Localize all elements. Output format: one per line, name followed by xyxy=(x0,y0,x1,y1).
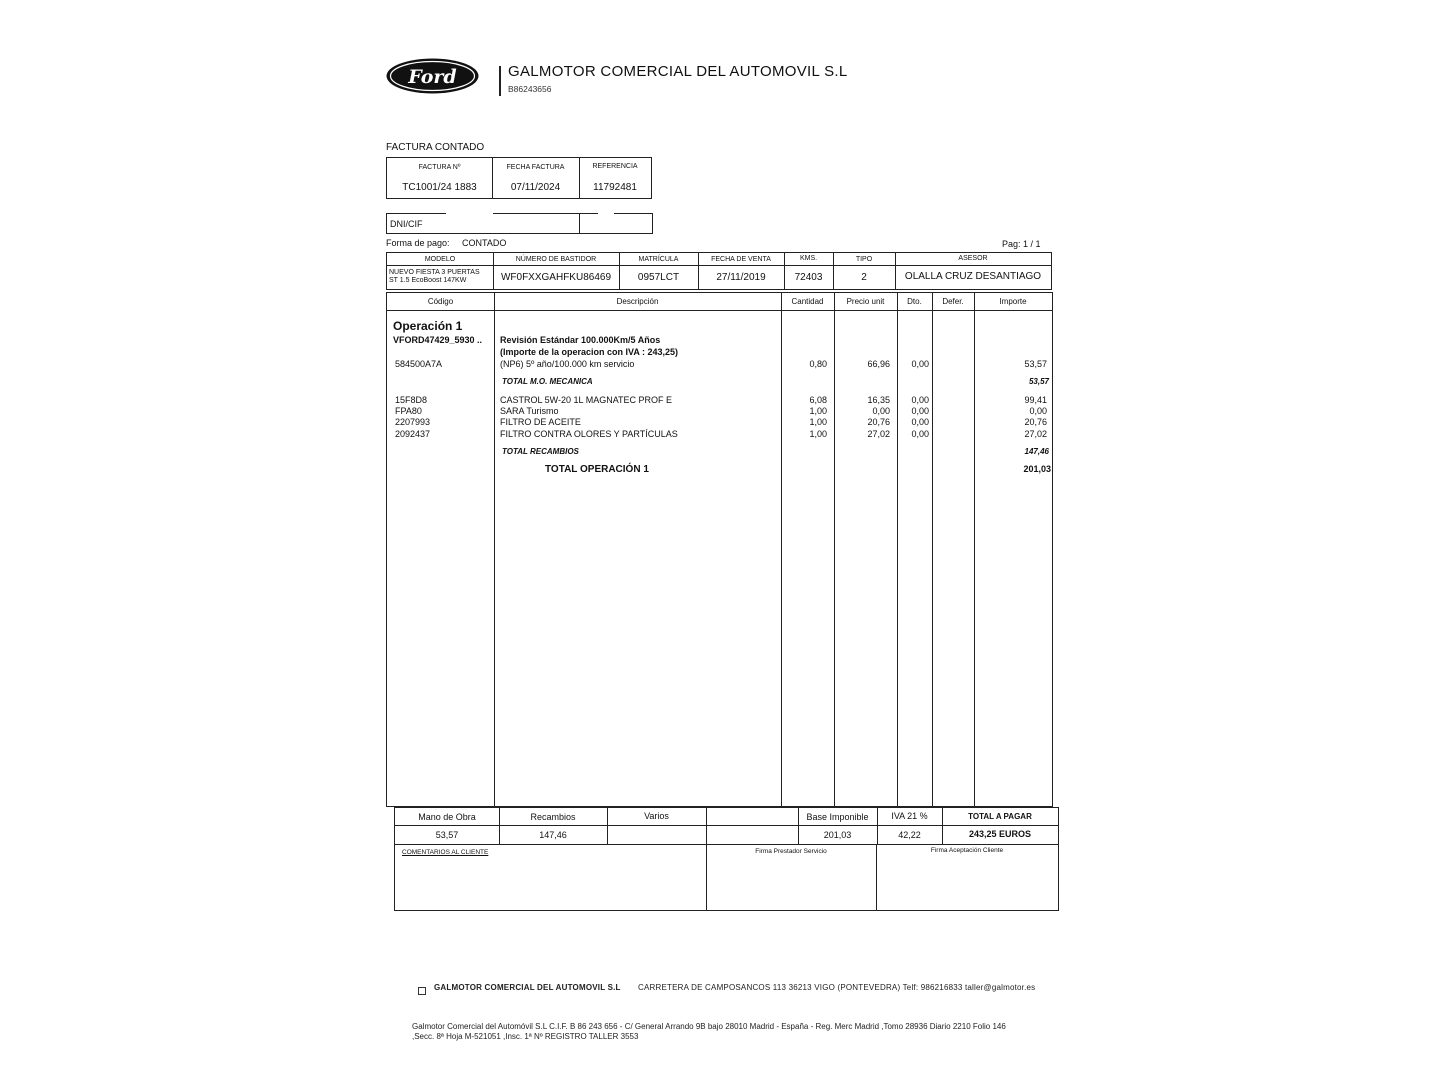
total-labour-label: TOTAL M.O. MECANICA xyxy=(502,377,593,386)
footer-address: CARRETERA DE CAMPOSANCOS 113 36213 VIGO (PONTEVEDRA) Telf: 986216833 taller@galmotor.es xyxy=(638,983,1036,992)
plate-value: 0957LCT xyxy=(637,272,680,283)
row-unit-price: 0,00 xyxy=(872,406,890,416)
code-header: Código xyxy=(427,297,454,306)
invoice-box xyxy=(386,157,652,199)
row-unit-price: 27,02 xyxy=(867,429,890,439)
total-operation-value: 201,03 xyxy=(1023,464,1051,474)
invoice-number-value: TC1001/24 1883 xyxy=(402,182,477,193)
parts-total-value: 147,46 xyxy=(539,830,567,840)
operation-code: VFORD47429_5930 .. xyxy=(393,335,483,345)
ford-logo-text: Ford xyxy=(408,66,457,88)
misc-total-header: Varios xyxy=(644,811,669,821)
provider-signature-label: Firma Prestador Servicio xyxy=(755,848,827,855)
row-description: CASTROL 5W-20 1L MAGNATEC PROF E xyxy=(500,395,673,405)
row-discount: 0,00 xyxy=(911,406,929,416)
description-header: Descripción xyxy=(616,297,659,306)
customer-signature-label: Firma Aceptación Cliente xyxy=(930,847,1004,854)
model-value-line1: NUEVO FIESTA 3 PUERTAS xyxy=(389,269,480,276)
row-unit-price: 20,76 xyxy=(867,417,890,427)
sale-date-value: 27/11/2019 xyxy=(716,272,766,283)
tax-base-header: Base Imponible xyxy=(806,812,869,822)
row-description: FILTRO DE ACEITE xyxy=(500,417,581,427)
row-discount: 0,00 xyxy=(911,417,929,427)
payment-method-value: CONTADO xyxy=(462,238,507,248)
unit-price-header: Precio unit xyxy=(846,297,885,306)
lines-table xyxy=(386,292,1053,807)
invoice-date-label: FECHA FACTURA xyxy=(506,164,565,171)
footer-legal-line1: Galmotor Comercial del Automóvil S.L C.I.F. B 86 243 656 - C/ General Arrando 9B bajo 28010 Madrid - España - Reg. Merc Madrid ,Tomo 28936 Diario 2210 Folio 146 xyxy=(412,1022,1006,1031)
total-operation-label: TOTAL OPERACIÓN 1 xyxy=(545,464,649,475)
footer-icon xyxy=(418,987,426,995)
header-divider xyxy=(499,66,501,96)
model-header: MODELO xyxy=(424,256,456,263)
parts-total-header: Recambios xyxy=(530,812,576,822)
row-description: (NP6) 5º año/100.000 km servicio xyxy=(500,359,635,369)
footer-legal-line2: ,Secc. 8ª Hoja M-521051 ,Insc. 1ª Nº REGISTRO TALLER 3553 xyxy=(412,1032,639,1041)
row-code: 584500A7A xyxy=(395,359,443,369)
total-parts-label: TOTAL RECAMBIOS xyxy=(502,447,579,456)
dni-label: DNI/CIF xyxy=(390,219,423,229)
row-description: SARA Turismo xyxy=(500,406,559,416)
model-value-line2: ST 1.5 EcoBoost 147KW xyxy=(389,277,467,284)
amount-header: Importe xyxy=(999,297,1027,306)
row-code: FPA80 xyxy=(395,406,422,416)
row-amount: 0,00 xyxy=(1029,406,1047,416)
type-header: TIPO xyxy=(855,256,873,263)
operation-title: Operación 1 xyxy=(393,319,463,333)
deferred-header: Defer. xyxy=(942,297,964,306)
operation-description: Revisión Estándar 100.000Km/5 Años xyxy=(500,335,661,345)
row-amount: 53,57 xyxy=(1024,359,1047,369)
type-value: 2 xyxy=(861,272,867,283)
row-code: 15F8D8 xyxy=(395,395,428,405)
kms-value: 72403 xyxy=(794,272,823,283)
row-quantity: 0,80 xyxy=(809,359,827,369)
row-quantity: 1,00 xyxy=(809,429,827,439)
vin-header: NÚMERO DE BASTIDOR xyxy=(515,256,597,263)
invoice-date-value: 07/11/2024 xyxy=(510,182,561,193)
company-cif: B86243656 xyxy=(508,84,552,94)
invoice-number-label: FACTURA Nº xyxy=(418,164,461,171)
row-unit-price: 16,35 xyxy=(867,395,890,405)
footer-company: GALMOTOR COMERCIAL DEL AUTOMOVIL S.L xyxy=(434,983,621,992)
row-description: FILTRO CONTRA OLORES Y PARTÍCULAS xyxy=(500,429,678,439)
advisor-value: OLALLA CRUZ DESANTIAGO xyxy=(904,271,1042,282)
company-name: GALMOTOR COMERCIAL DEL AUTOMOVIL S.L xyxy=(508,63,848,80)
sale-date-header: FECHA DE VENTA xyxy=(711,256,771,263)
row-code: 2092437 xyxy=(395,429,431,439)
tax-base-value: 201,03 xyxy=(823,830,852,840)
plate-header: MATRÍCULA xyxy=(638,256,679,263)
row-amount: 27,02 xyxy=(1024,429,1047,439)
kms-header: KMS. xyxy=(799,255,818,262)
vin-value: WF0FXXGAHFKU86469 xyxy=(500,272,612,283)
vat-header: IVA 21 % xyxy=(891,811,928,821)
reference-label: REFERENCIA xyxy=(592,163,638,170)
row-amount: 20,76 xyxy=(1024,417,1047,427)
dni-box xyxy=(386,213,653,234)
total-parts-value: 147,46 xyxy=(1024,447,1049,456)
row-quantity: 1,00 xyxy=(809,406,827,416)
ford-logo xyxy=(385,57,480,95)
vehicle-table xyxy=(386,252,1052,290)
total-to-pay-value: 243,25 EUROS xyxy=(968,829,1032,839)
vat-value: 42,22 xyxy=(898,830,921,840)
row-amount: 99,41 xyxy=(1024,395,1047,405)
payment-method-label: Forma de pago: xyxy=(386,238,450,248)
labour-total-value: 53,57 xyxy=(435,830,459,840)
advisor-header: ASESOR xyxy=(958,255,988,262)
row-code: 2207993 xyxy=(395,417,431,427)
discount-header: Dto. xyxy=(907,297,922,306)
totals-table xyxy=(394,807,1059,845)
labour-total-header: Mano de Obra xyxy=(418,812,476,822)
row-quantity: 6,08 xyxy=(809,395,827,405)
row-discount: 0,00 xyxy=(911,359,929,369)
quantity-header: Cantidad xyxy=(791,297,824,306)
row-unit-price: 66,96 xyxy=(867,359,890,369)
operation-description-vat: (Importe de la operacion con IVA : 243,25) xyxy=(500,347,679,357)
row-quantity: 1,00 xyxy=(809,417,827,427)
reference-value: 11792481 xyxy=(593,182,637,193)
row-discount: 0,00 xyxy=(911,395,929,405)
signatures-box xyxy=(394,845,1059,911)
customer-comments-label: COMENTARIOS AL CLIENTE xyxy=(402,849,489,856)
row-discount: 0,00 xyxy=(911,429,929,439)
page-number: Pag: 1 / 1 xyxy=(1002,239,1041,249)
total-labour-value: 53,57 xyxy=(1028,377,1049,386)
total-to-pay-header: TOTAL A PAGAR xyxy=(968,812,1032,821)
document-title: FACTURA CONTADO xyxy=(386,142,485,153)
